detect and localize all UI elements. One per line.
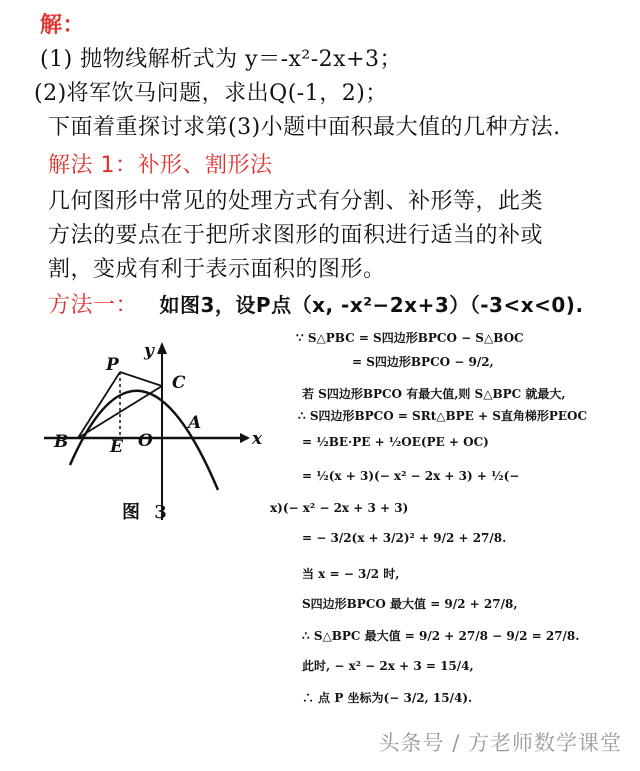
solution-line-7: x)(− x² − 2x + 3 + 3) (270, 501, 409, 515)
label-e: E (110, 437, 123, 457)
x-axis-arrow (240, 433, 250, 443)
segment-bp (78, 372, 120, 438)
label-o: O (138, 431, 153, 451)
watermark: 头条号 / 方老师数学课堂 (378, 731, 622, 755)
solution-line-5: = ½BE·PE + ½OE(PE + OC) (302, 435, 489, 449)
solution-line-11: ∴ S△BPC 最大值 = 9/2 + 27/8 − 9/2 = 27/8. (302, 629, 580, 643)
label-p: P (106, 355, 119, 375)
solution-line-1: ∵ S△PBC = S四边形BPCO − S△BOC (296, 331, 524, 345)
paragraph-line-3: 割，变成有利于表示面积的图形。 (48, 257, 386, 282)
paragraph-line-2: 方法的要点在于把所求图形的面积进行适当的补或 (48, 223, 544, 248)
solution-line-10: S四边形BPCO 最大值 = 9/2 + 27/8, (302, 597, 518, 611)
label-b: B (54, 432, 69, 452)
solution-line-3: 若 S四边形BPCO 有最大值,则 S△BPC 就最大, (302, 387, 566, 401)
solution-line-13: ∴ 点 P 坐标为(− 3/2, 15/4). (302, 691, 473, 705)
parabola-diagram (40, 330, 275, 530)
label-x: x (252, 429, 263, 449)
label-a: A (188, 413, 202, 433)
solution-line-8: = − 3/2(x + 3/2)² + 9/2 + 27/8. (302, 531, 507, 545)
intro-sentence: 下面着重探讨求第(3)小题中面积最大值的几种方法. (48, 115, 561, 140)
way-one-text: 如图3，设P点（x, -x²−2x+3）（-3<x<0). (159, 293, 584, 317)
answer-part-1: (1) 抛物线解析式为 y＝-x²-2x+3； (40, 47, 403, 72)
way-one-label: 方法一： (48, 293, 139, 318)
paragraph-line-1: 几何图形中常见的处理方式有分割、补形等，此类 (48, 189, 544, 214)
way-one-line (48, 288, 584, 319)
solution-title: 解： (40, 12, 86, 38)
solution-line-6: = ½(x + 3)(− x² − 2x + 3) + ½(− (302, 469, 520, 483)
method-heading: 解法 1：补形、割形法 (48, 153, 273, 178)
solution-line-9: 当 x = − 3/2 时, (302, 567, 400, 581)
solution-line-12: 此时, − x² − 2x + 3 = 15/4, (302, 659, 474, 673)
solution-line-4: ∴ S四边形BPCO = SRt△BPE + S直角梯形PEOC (298, 409, 588, 423)
figure-3 (40, 330, 275, 530)
answer-part-2: (2)将军饮马问题，求出Q(-1，2)； (34, 81, 388, 106)
label-c: C (172, 373, 186, 393)
y-axis-arrow (157, 342, 167, 354)
segment-pc (120, 372, 162, 386)
label-y: y (144, 341, 154, 361)
figure-caption: 图 3 (122, 502, 171, 523)
solution-line-2: = S四边形BPCO − 9/2, (352, 355, 494, 369)
